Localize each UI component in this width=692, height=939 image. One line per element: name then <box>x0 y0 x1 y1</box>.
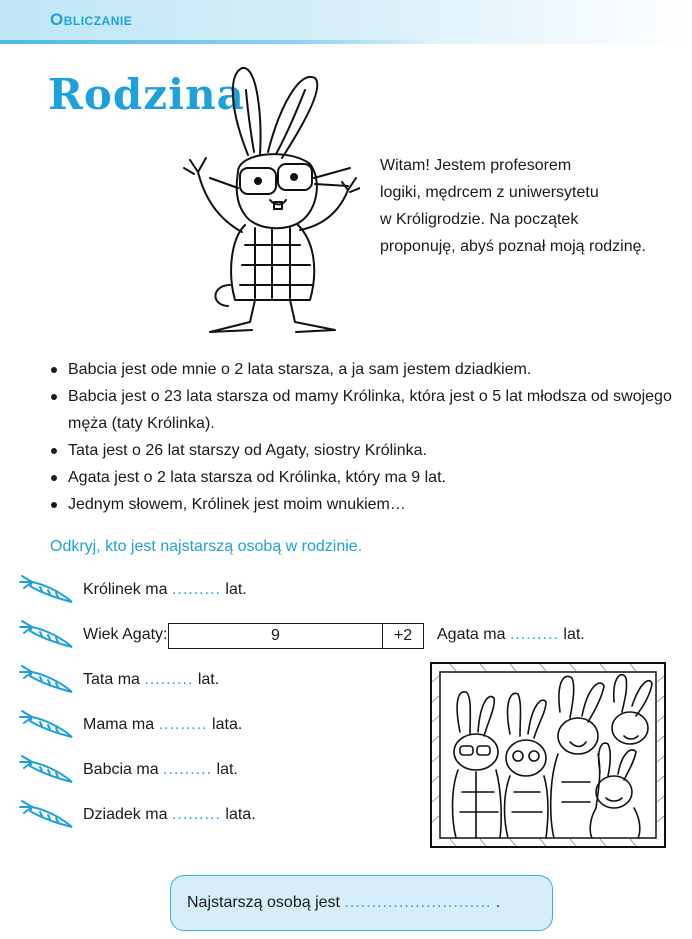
row-label: Babcia ma <box>83 761 159 778</box>
answer-blank[interactable]: ......... <box>163 761 213 778</box>
intro-line: Witam! Jestem profesorem <box>380 157 572 174</box>
carrot-icon <box>18 709 74 739</box>
carrot-icon <box>18 754 74 784</box>
final-answer-blank[interactable]: ........................... <box>344 894 492 911</box>
clue-item: Babcia jest o 23 lata starsza od mamy Królinka, która jest o 5 lat młodsza od swojego męża (taty Królinka). <box>48 383 678 437</box>
row-unit: lat. <box>216 761 238 778</box>
rabbit-family-portrait <box>430 662 666 848</box>
rabbit-professor-illustration <box>150 60 360 340</box>
intro-text <box>380 152 680 260</box>
row-text <box>83 806 256 824</box>
row-text <box>83 716 242 734</box>
answer-blank[interactable]: ......... <box>144 671 194 688</box>
calc-operation: +2 <box>393 627 413 644</box>
final-answer-text <box>187 894 500 912</box>
page-title: Rodzina <box>48 70 245 119</box>
section-label: Obliczanie <box>50 10 133 29</box>
answer-blank[interactable]: ......... <box>171 581 221 598</box>
clue-item: Agata jest o 2 lata starsza od Królinka, który ma 9 lat. <box>48 464 678 491</box>
row-label: Tata ma <box>83 671 140 688</box>
intro-line: logiki, mędrcem z uniwersytetu <box>380 184 599 201</box>
row-unit: lata. <box>225 806 256 823</box>
intro-line: proponuję, abyś poznał moją rodzinę. <box>380 238 646 255</box>
row-text <box>83 671 219 689</box>
carrot-icon <box>18 664 74 694</box>
clue-item: Jednym słowem, Królinek jest moim wnukiem… <box>48 491 678 518</box>
final-answer-box <box>170 875 553 931</box>
final-answer-label: Najstarszą osobą jest <box>187 894 340 911</box>
clue-item: Tata jest o 26 lat starszy od Agaty, siostry Królinka. <box>48 437 678 464</box>
row-label: Mama ma <box>83 716 155 733</box>
clue-list <box>48 356 678 518</box>
row-unit: lat. <box>225 581 247 598</box>
task-question: Odkryj, kto jest najstarszą osobą w rodzinie. <box>50 538 363 555</box>
answer-blank[interactable]: ......... <box>509 626 559 643</box>
carrot-icon <box>18 574 74 604</box>
row-label: Agata ma <box>437 626 506 643</box>
agata-calc-box <box>168 623 424 649</box>
answer-blank[interactable]: ......... <box>158 716 208 733</box>
header-stripe <box>0 40 430 44</box>
row-unit: lata. <box>212 716 243 733</box>
row-text <box>83 581 247 599</box>
row-text <box>83 761 238 779</box>
carrot-icon <box>18 619 74 649</box>
agata-answer-text <box>437 626 585 644</box>
clue-item: Babcia jest ode mnie o 2 lata starsza, a ja sam jestem dziadkiem. <box>48 356 678 383</box>
final-answer-period: . <box>495 894 501 911</box>
intro-line: w Króligrodzie. Na początek <box>380 211 579 228</box>
row-label: Dziadek ma <box>83 806 168 823</box>
row-unit: lat. <box>197 671 220 688</box>
carrot-icon <box>18 799 74 829</box>
answer-blank[interactable]: ......... <box>171 806 221 823</box>
row-label: Królinek ma <box>83 581 168 598</box>
row-unit: lat. <box>563 626 585 643</box>
calc-value: 9 <box>169 624 383 648</box>
row-label: Wiek Agaty: <box>83 626 168 643</box>
row-krolinek <box>18 570 658 610</box>
